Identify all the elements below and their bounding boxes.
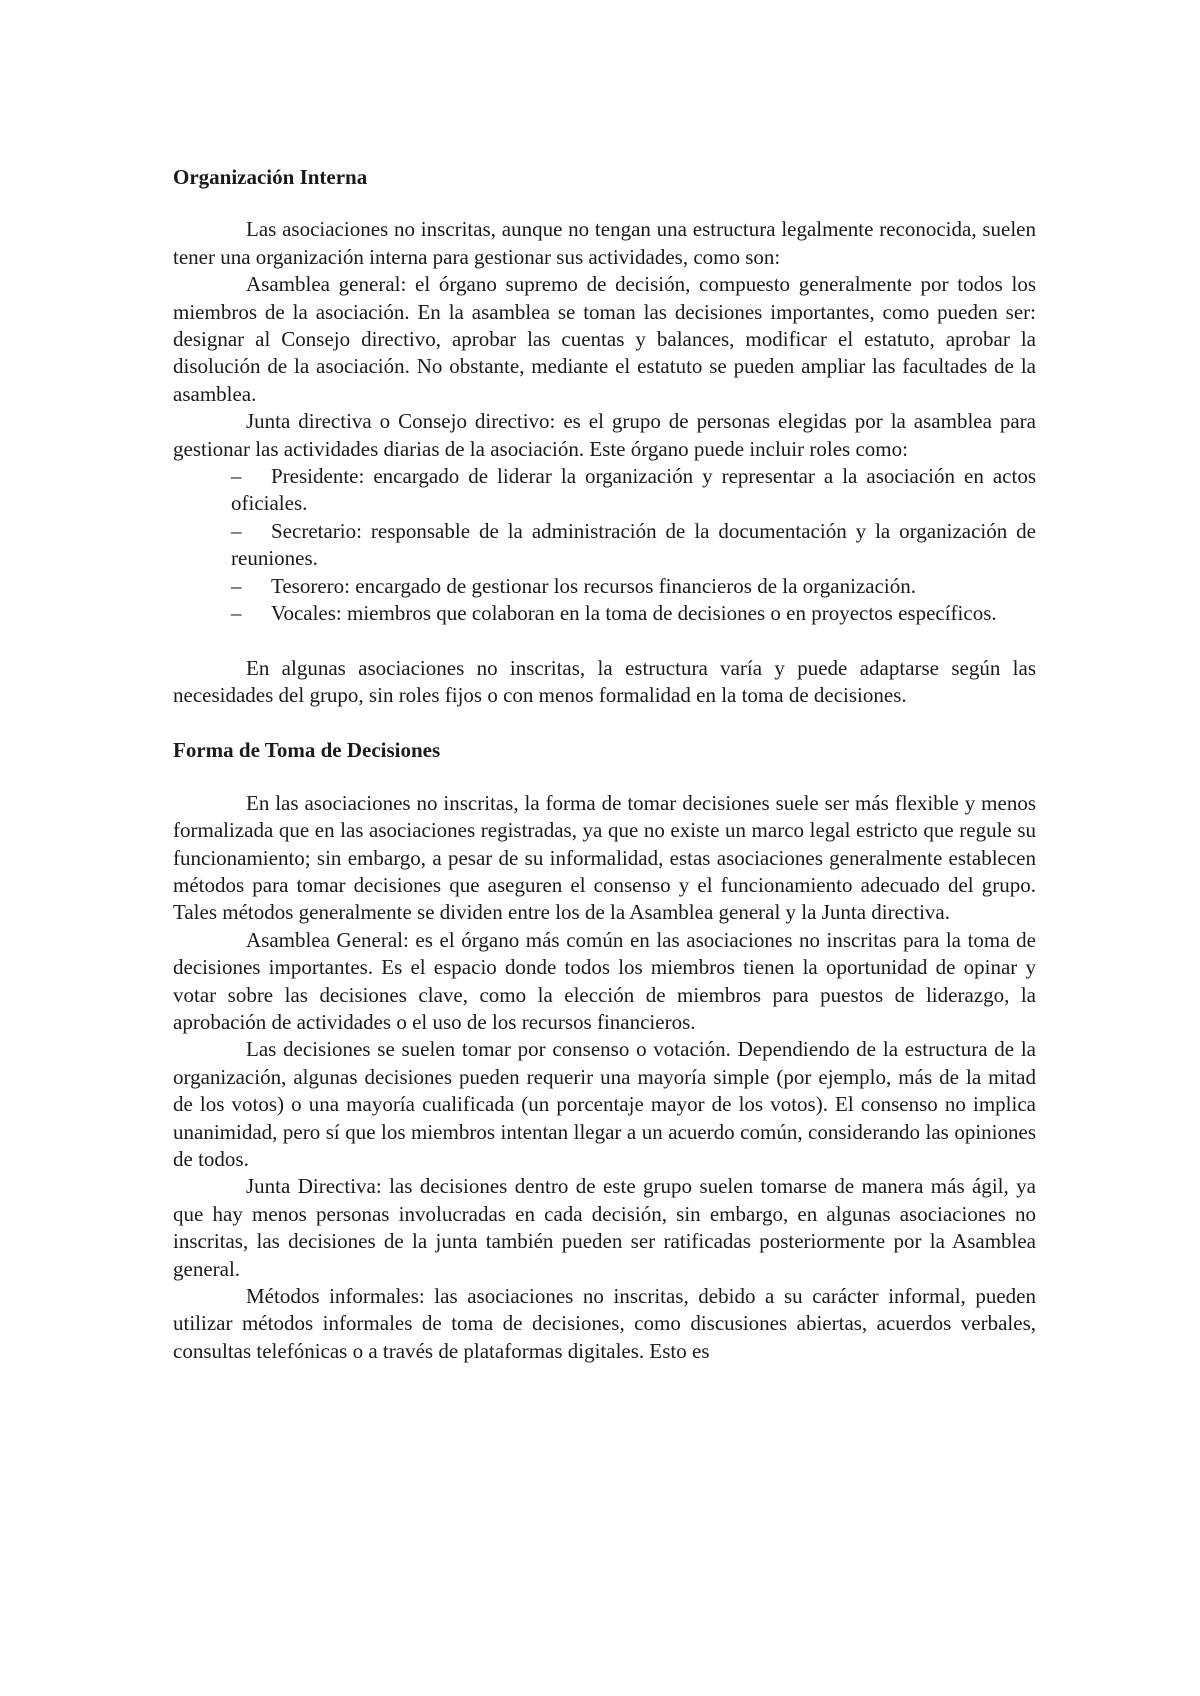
list-item-text: Tesorero: encargado de gestionar los recursos financieros de la organización. xyxy=(271,573,917,598)
paragraph-metodos-informales: Métodos informales: las asociaciones no inscritas, debido a su carácter informal, pueden utilizar métodos informales de toma de decisiones, como discusiones abiertas, acuerdos verbales, consultas telefónicas o a través de plataformas digitales. Esto es xyxy=(173,1284,1036,1363)
paragraph-intro: Las asociaciones no inscritas, aunque no tengan una estructura legalmente reconocida, suelen tener una organización interna para gestionar sus actividades, como son: xyxy=(173,217,1036,269)
list-item-text: Vocales: miembros que colaboran en la toma de decisiones o en proyectos específicos. xyxy=(271,601,997,626)
dash-bullet: – xyxy=(231,464,242,489)
section-heading-decisiones: Forma de Toma de Decisiones xyxy=(173,738,441,763)
document-page xyxy=(173,164,1036,1365)
dash-bullet: – xyxy=(231,518,242,543)
paragraph-junta: Junta directiva o Consejo directivo: es el grupo de personas elegidas por la asamblea para gestionar las actividades diarias de la asociación. Este órgano puede incluir roles como: xyxy=(173,409,1036,461)
roles-list xyxy=(173,463,1036,627)
dash-bullet: – xyxy=(231,601,242,626)
section-heading-organizacion: Organización Interna xyxy=(173,165,368,189)
list-item xyxy=(231,573,1036,600)
list-item xyxy=(231,600,1036,627)
paragraph-asamblea: Asamblea general: el órgano supremo de decisión, compuesto generalmente por todos los miembros de la asociación. En la asamblea se toman las decisiones importantes, como pueden ser: designar al Consejo directivo, aprobar las cuentas y balances, modificar el estatuto, aprobar la disolución de la asociación. No obstante, mediante el estatuto se pueden ampliar las facultades de la asamblea. xyxy=(173,272,1036,406)
list-item-text: Secretario: responsable de la administración de la documentación y la organización de reuniones. xyxy=(231,518,1036,571)
list-item-text: Presidente: encargado de liderar la organización y representar a la asociación en actos oficiales. xyxy=(231,464,1036,516)
paragraph-asamblea-general: Asamblea General: es el órgano más común en las asociaciones no inscritas para la toma de decisiones importantes. Es el espacio donde todos los miembros tienen la oportunidad de opinar y votar sobre las decisiones clave, como la elección de miembros para puestos de liderazgo, la aprobación de actividades o el uso de los recursos financieros. xyxy=(173,927,1036,1034)
paragraph-junta-directiva: Junta Directiva: las decisiones dentro de este grupo suelen tomarse de manera más ágil, ya que hay menos personas involucradas en cada decisión, sin embargo, en algunas asociaciones no inscritas, las decisiones de la junta también pueden ser ratificadas posteriormente por la Asamblea general. xyxy=(173,1174,1036,1281)
paragraph-decisiones-intro: En las asociaciones no inscritas, la forma de tomar decisiones suele ser más flexible y menos formalizada que en las asociaciones registradas, ya que no existe un marco legal estricto que regule su funcionamiento; sin embargo, a pesar de su informalidad, estas asociaciones generalmente establecen métodos para tomar decisiones que aseguren el consenso y el funcionamiento adecuado del grupo. Tales métodos generalmente se dividen entre los de la Asamblea general y la Junta directiva. xyxy=(173,790,1036,925)
list-item xyxy=(231,463,1036,518)
dash-bullet: – xyxy=(231,573,242,598)
paragraph-closing: En algunas asociaciones no inscritas, la estructura varía y puede adaptarse según las necesidades del grupo, sin roles fijos o con menos formalidad en la toma de decisiones. xyxy=(173,655,1036,707)
paragraph-consenso: Las decisiones se suelen tomar por consenso o votación. Dependiendo de la estructura de la organización, algunas decisiones pueden requerir una mayoría simple (por ejemplo, más de la mitad de los votos) o una mayoría cualificada (un porcentaje mayor de los votos). El consenso no implica unanimidad, pero sí que los miembros intentan llegar a un acuerdo común, considerando las opiniones de todos. xyxy=(173,1037,1036,1171)
list-item xyxy=(231,518,1036,573)
